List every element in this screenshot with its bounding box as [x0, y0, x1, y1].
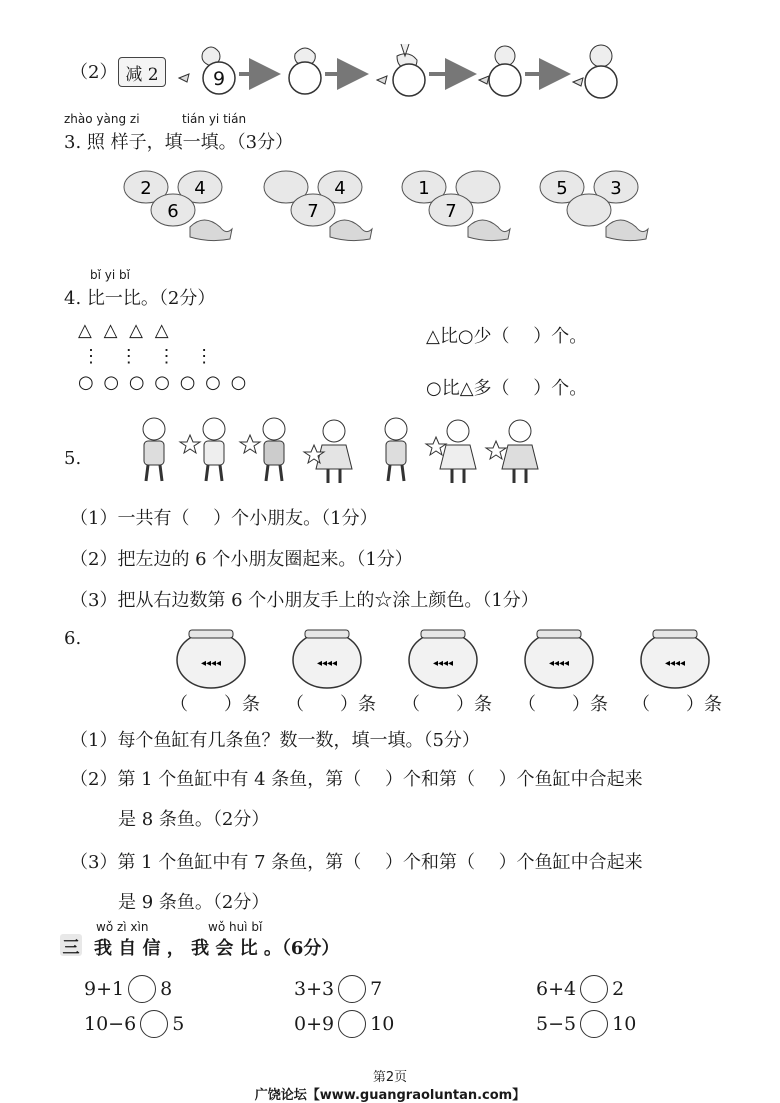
animal-ball-5 — [573, 45, 617, 98]
kid-7 — [486, 420, 538, 483]
bubble-group-2 — [264, 171, 372, 241]
bowl-blank-1: （ ）条 — [170, 694, 260, 715]
svg-text:2: 2 — [140, 178, 152, 199]
sec3-title: 我 自 信 ， 我 会 比 。（6分） — [94, 938, 340, 959]
q3-pinyin-1: zhào yàng zi — [64, 112, 140, 126]
compare-circle[interactable] — [580, 975, 608, 1003]
section-badge: 三 — [60, 934, 82, 956]
blank-ball — [585, 66, 617, 98]
fish-bowls — [175, 628, 715, 690]
q4-title: 4. 比一比。（2分） — [64, 288, 216, 309]
q6-sub1: （1）每个鱼缸有几条鱼？数一数，填一填。（5分） — [70, 730, 480, 751]
kid-4 — [304, 420, 352, 483]
q6-number: 6. — [64, 628, 82, 649]
compare-circle[interactable] — [128, 975, 156, 1003]
q3-pinyin-2: tián yi tián — [182, 112, 247, 126]
bowl-blank-4: （ ）条 — [518, 694, 608, 715]
svg-text:1: 1 — [418, 178, 430, 199]
q6-sub2-line1: （2）第 1 个鱼缸中有 4 条鱼，第（ ）个和第（ ）个鱼缸中合起来 — [70, 769, 643, 790]
svg-text:7: 7 — [307, 201, 319, 222]
blank-ball — [289, 62, 321, 94]
bubble-group-1 — [124, 171, 232, 241]
q6-sub2-line2: 是 8 条鱼。（2分） — [118, 809, 270, 830]
svg-text:◂◂◂◂: ◂◂◂◂ — [548, 658, 570, 669]
start-number: 9 — [212, 68, 226, 90]
compare-circle[interactable] — [338, 975, 366, 1003]
animal-ball-2 — [289, 48, 321, 94]
q5-sub2: （2）把左边的 6 个小朋友圈起来。（1分） — [70, 549, 413, 570]
q4-pinyin: bǐ yi bǐ — [90, 268, 130, 282]
q5-number: 5. — [64, 448, 82, 469]
q3-title: 3. 照 样子，填一填。（3分） — [64, 132, 294, 153]
bubble-group-4 — [540, 171, 648, 241]
svg-text:◂◂◂◂: ◂◂◂◂ — [200, 658, 222, 669]
sec3-pinyin-2: wǒ huì bǐ — [208, 920, 263, 934]
svg-text:◂◂◂◂: ◂◂◂◂ — [664, 658, 686, 669]
q6-sub3-line2: 是 9 条鱼。（2分） — [118, 892, 270, 913]
q2-sub2-label: （2） — [70, 62, 118, 83]
kid-5 — [385, 418, 407, 481]
compare-circle[interactable] — [580, 1010, 608, 1038]
bubble-group-3 — [402, 171, 510, 241]
kid-6 — [426, 420, 476, 483]
svg-text:4: 4 — [194, 178, 206, 199]
comparison-2: 3+3 7 — [294, 975, 382, 1003]
bowl-blank-5: （ ）条 — [632, 694, 722, 715]
comparison-1: 9+1 8 — [84, 975, 172, 1003]
kid-3 — [240, 418, 285, 481]
comparison-6: 5−5 10 — [536, 1010, 636, 1038]
q3-bubble-groups — [118, 165, 658, 245]
blank-ball — [489, 64, 521, 96]
kids-row — [128, 415, 548, 490]
animal-ball-4 — [479, 46, 521, 96]
circle-row: ○ ○ ○ ○ ○ ○ ○ — [78, 372, 249, 393]
fish-bowl-3 — [409, 630, 477, 688]
compare-circle[interactable] — [338, 1010, 366, 1038]
svg-text:◂◂◂◂: ◂◂◂◂ — [432, 658, 454, 669]
q5-sub1: （1）一共有（ ）个小朋友。（1分） — [70, 508, 378, 529]
comparison-5: 0+9 10 — [294, 1010, 394, 1038]
comparison-4: 10−6 5 — [84, 1010, 184, 1038]
kid-2 — [180, 418, 225, 481]
fish-bowl-2 — [293, 630, 361, 688]
svg-text:4: 4 — [334, 178, 346, 199]
q4-statement-1: △比○少（ ）个。 — [426, 326, 588, 347]
animal-ball-1 — [179, 47, 235, 94]
comparison-3: 6+4 2 — [536, 975, 624, 1003]
rule-box: 减 2 — [118, 57, 166, 87]
bowl-blank-3: （ ）条 — [402, 694, 492, 715]
kid-1 — [143, 418, 165, 481]
dot-row: ⋮ ⋮ ⋮ ⋮ — [82, 346, 221, 367]
q5-sub3: （3）把从右边数第 6 个小朋友手上的☆涂上颜色。（1分） — [70, 590, 539, 611]
subtract-chain — [165, 40, 635, 100]
svg-text:6: 6 — [167, 201, 179, 222]
svg-text:7: 7 — [445, 201, 457, 222]
site-footer: 广饶论坛【www.guangraoluntan.com】 — [254, 1088, 526, 1103]
svg-text:◂◂◂◂: ◂◂◂◂ — [316, 658, 338, 669]
q6-sub3-line1: （3）第 1 个鱼缸中有 7 条鱼，第（ ）个和第（ ）个鱼缸中合起来 — [70, 852, 643, 873]
sec3-pinyin-1: wǒ zì xìn — [96, 920, 149, 934]
svg-text:3: 3 — [610, 178, 622, 199]
blank-ball — [393, 64, 425, 96]
bowl-blank-2: （ ）条 — [286, 694, 376, 715]
animal-ball-3 — [377, 44, 425, 96]
fish-bowl-4 — [525, 630, 593, 688]
compare-circle[interactable] — [140, 1010, 168, 1038]
fish-bowl-1 — [177, 630, 245, 688]
page-number: 第2页 — [372, 1070, 408, 1085]
q4-statement-2: ○比△多（ ）个。 — [426, 378, 588, 399]
svg-text:5: 5 — [556, 178, 568, 199]
triangle-row: △ △ △ △ — [78, 320, 172, 341]
fish-bowl-5 — [641, 630, 709, 688]
